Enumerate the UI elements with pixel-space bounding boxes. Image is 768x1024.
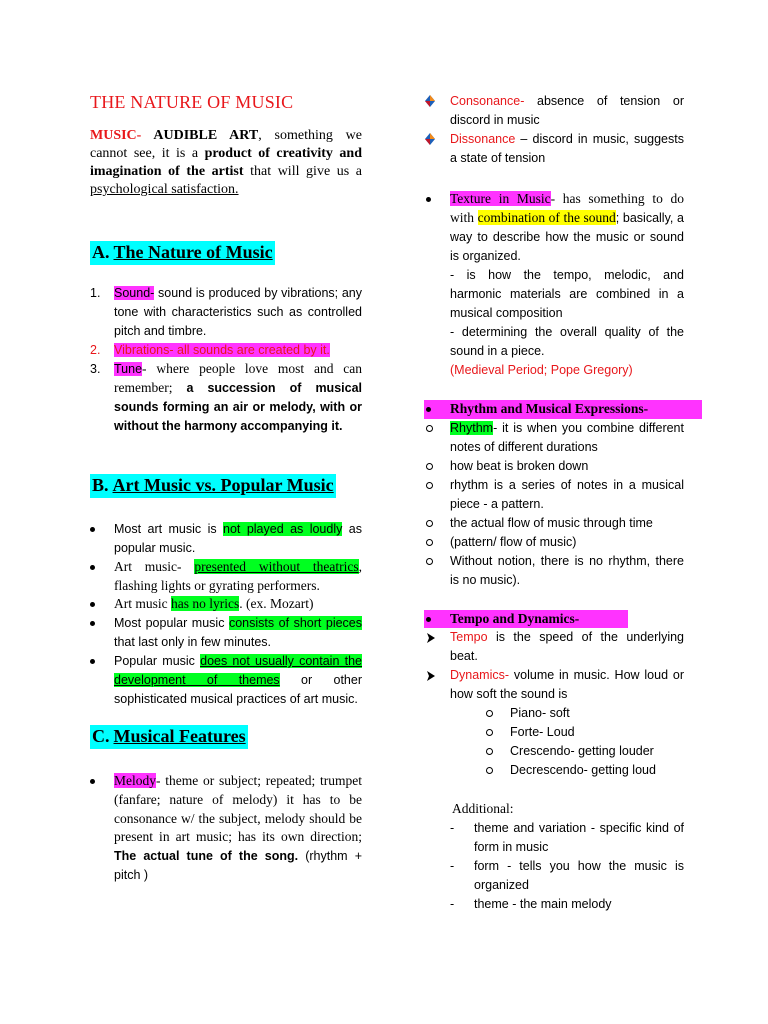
item-text: . (ex. Mozart) [239, 596, 314, 612]
item-text: is the speed of the underlying beat. [450, 630, 684, 664]
section-c [90, 725, 362, 884]
texture-section [424, 190, 684, 380]
section-a-list [90, 284, 362, 436]
item-text: Piano- soft [510, 706, 570, 721]
rhythm-section [424, 400, 684, 590]
item-text: Forte- Loud [510, 725, 575, 740]
list-item [90, 284, 362, 341]
item-text: Without notion, there is no rhythm, there is no music). [450, 553, 684, 587]
item-text: Most popular music [114, 616, 229, 631]
dash-marker: - [450, 859, 455, 874]
item-text: ; basically, a way to describe how the music or sound is organized. [450, 211, 684, 263]
section-b-list [90, 520, 362, 709]
section-c-heading [90, 725, 248, 749]
term-highlight: Vibrations- all sounds are created by it. [114, 343, 330, 357]
item-text: - where people love most and can remember; [114, 361, 362, 395]
disc-bullet-icon [426, 617, 431, 622]
section-b-heading [90, 474, 336, 498]
item-text: that last only in few minutes. [114, 635, 272, 650]
item-dash: - [156, 773, 166, 789]
list-item [114, 614, 362, 652]
consonance-list [424, 92, 684, 168]
list-item [114, 772, 362, 884]
intro-term: MUSIC- [90, 128, 154, 143]
list-item [114, 558, 362, 595]
section-c-list [90, 772, 362, 884]
list-item [90, 341, 362, 360]
section-a-heading [90, 241, 275, 265]
dynamics-sublist [424, 704, 684, 780]
green-highlight: consists of short pieces [228, 616, 362, 631]
list-number: 1. [90, 286, 101, 300]
texture-note: (Medieval Period; Pope Gregory) [450, 363, 633, 377]
green-highlight: Rhythm [450, 420, 494, 435]
item-text: Decrescendo- getting loud [510, 763, 656, 778]
item-text: form - tells you how the music is organized [474, 859, 684, 893]
list-item [450, 92, 684, 130]
tempo-term: Tempo [450, 630, 488, 645]
green-highlight: not played as loudly [223, 522, 343, 536]
rhythm-heading-text: Rhythm and Musical Expressions- [450, 401, 649, 416]
page-title: THE NATURE OF MUSIC [90, 92, 294, 112]
arrow-bullet-icon [426, 633, 436, 643]
section-b-letter: B. [92, 475, 109, 495]
item-text: theme or subject; repeated; trumpet (fanfare; nature of melody) it has to be consonance w/ the subject, melody should be present in art music; has its own direction; [114, 773, 362, 845]
list-item [450, 666, 684, 704]
section-a-title: The Nature of Music [113, 242, 273, 262]
list-item [114, 595, 362, 614]
dissonance-term: Dissonance [450, 132, 516, 146]
diamond-bullet-icon [423, 132, 437, 146]
item-text: (rhythm + pitch ) [114, 848, 362, 882]
list-number: 2. [90, 343, 101, 357]
additional-label: Additional: [452, 801, 514, 817]
item-text: absence of tension or discord in music [450, 94, 684, 127]
list-item [510, 723, 684, 742]
intro-text-2: that will give us a [243, 164, 362, 179]
item-text: how beat is broken down [450, 458, 589, 473]
dynamics-term: Dynamics- [450, 668, 510, 683]
list-item [510, 704, 684, 723]
arrow-bullet-icon [426, 671, 436, 681]
right-column [424, 92, 684, 914]
diamond-bullet-icon [423, 94, 437, 108]
list-item [450, 552, 684, 590]
green-highlight: does not usually contain the development of themes [114, 654, 362, 688]
additional-section [424, 800, 684, 914]
item-text: Art music [114, 596, 171, 612]
section-c-title: Musical Features [113, 726, 246, 747]
item-text: theme and variation - specific kind of form in music [474, 821, 684, 855]
list-item [510, 742, 684, 761]
texture-line-2: - is how the tempo, melodic, and harmonic materials are combined in a musical composition [450, 268, 684, 320]
intro-text-1: , something we cannot see, it is a [90, 128, 362, 161]
item-text: (pattern/ flow of music) [450, 534, 577, 549]
item-text: sound is produced by vibrations; any tone with characteristics such as controlled pitch and timbre. [114, 286, 362, 338]
green-highlight: has no lyrics [171, 596, 240, 612]
list-item [114, 520, 362, 558]
list-item [450, 895, 684, 914]
item-text: has something to do with [450, 191, 684, 225]
additional-list [424, 819, 684, 914]
intro-underlined: psychological satisfaction. [90, 182, 239, 197]
item-text: or other sophisticated musical practices of art music. [114, 673, 362, 707]
item-bold: a succession of musical sounds forming an air or melody, with or without the harmony accompanying it. [114, 381, 362, 433]
section-a-letter: A. [92, 242, 110, 262]
texture-line-3: - determining the overall quality of the sound in a piece. [450, 325, 684, 358]
dash-marker: - [450, 897, 455, 912]
item-text: - it is when you combine different notes of different durations [450, 420, 684, 454]
item-text: theme - the main melody [474, 897, 612, 912]
item-text: rhythm is a series of notes in a musical piece - a pattern. [450, 477, 684, 511]
term-highlight: Melody [114, 773, 156, 789]
item-text: – discord in music, suggests a state of tension [450, 132, 684, 165]
left-column [90, 92, 362, 884]
dash-marker: - [450, 821, 455, 836]
list-item [510, 761, 684, 780]
section-b-title: Art Music vs. Popular Music [112, 475, 334, 495]
intro-bold-1: product of creativity and imagination of the artist [90, 146, 363, 179]
section-c-letter: C. [92, 726, 110, 747]
intro-term-bold: AUDIBLE ART [153, 128, 259, 143]
item-text: Most art music is [114, 522, 224, 536]
tempo-heading-text: Tempo and Dynamics- [450, 610, 580, 626]
list-item [450, 457, 684, 476]
list-number: 3. [90, 362, 101, 376]
tempo-heading [424, 610, 628, 629]
list-item [450, 419, 684, 457]
list-item [90, 360, 362, 436]
list-item [450, 514, 684, 533]
list-item [450, 130, 684, 168]
rhythm-heading [424, 400, 702, 419]
list-item [450, 476, 684, 514]
item-bold: The actual tune of the song. [114, 848, 299, 863]
list-item [114, 652, 362, 709]
section-a [90, 241, 362, 436]
term-highlight: Tune [114, 362, 143, 376]
item-text: as popular music. [114, 522, 362, 555]
item-text: , flashing lights or gyrating performers. [114, 559, 362, 593]
list-item [450, 857, 684, 895]
term-highlight: Sound- [114, 286, 155, 300]
consonance-term: Consonance- [450, 94, 525, 108]
list-item [450, 819, 684, 857]
yellow-highlight: combination of the sound [477, 210, 616, 225]
item-text: volume in music. How loud or how soft the sound is [450, 668, 684, 702]
tempo-section [424, 610, 684, 781]
rhythm-list [424, 419, 684, 590]
item-text: Popular music [114, 654, 201, 669]
item-dash: - [550, 191, 556, 206]
list-item [450, 190, 684, 380]
list-item [450, 533, 684, 552]
item-text: the actual flow of music through time [450, 515, 653, 530]
intro-paragraph [90, 127, 362, 199]
list-item [450, 628, 684, 666]
tempo-list [424, 628, 684, 704]
disc-bullet-icon [426, 407, 431, 412]
texture-term: Texture in Music [450, 191, 551, 206]
section-b [90, 474, 362, 709]
item-text: Art music- [114, 559, 195, 574]
green-highlight: presented without theatrics [194, 559, 359, 574]
item-text: Crescendo- getting louder [510, 744, 654, 759]
